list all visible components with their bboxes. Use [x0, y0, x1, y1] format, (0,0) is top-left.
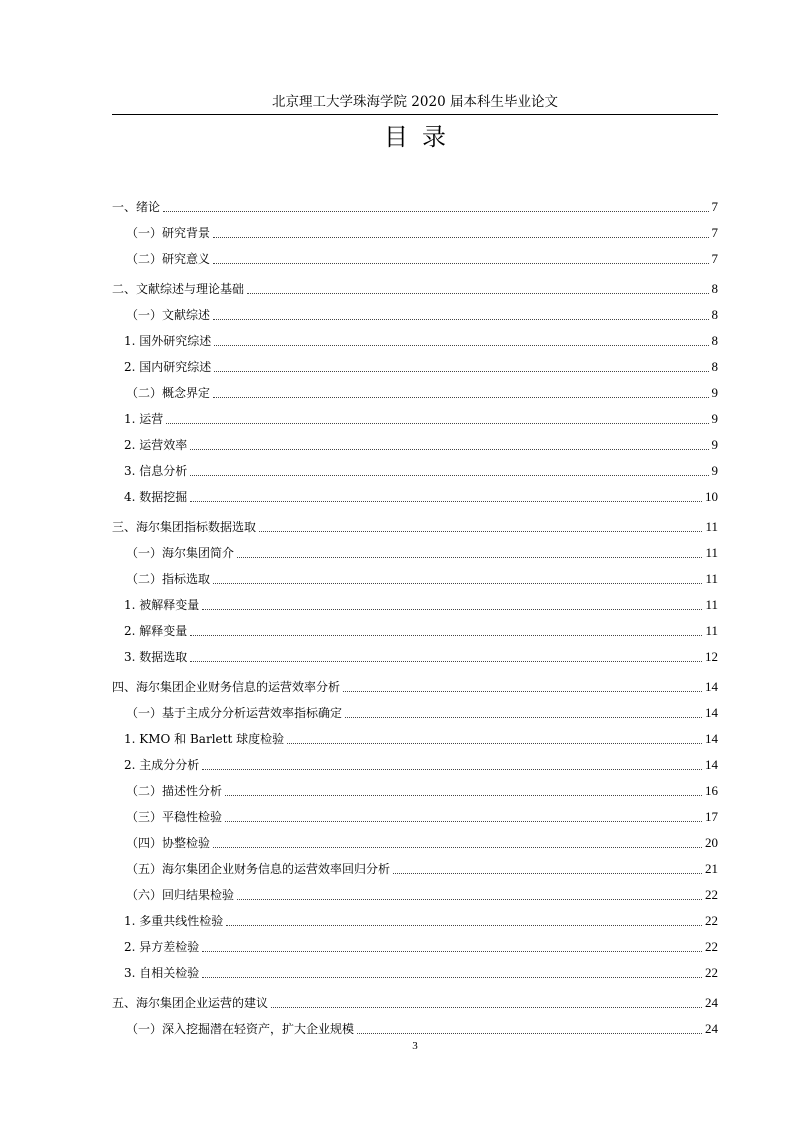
toc-entry[interactable]	[112, 455, 718, 481]
toc-entry[interactable]	[112, 217, 718, 243]
toc-entry-page: 14	[705, 731, 718, 746]
toc-entry-title: 3. 自相关检验	[124, 966, 200, 980]
toc-entry-title: 二、文献综述与理论基础	[112, 282, 245, 296]
toc-entry[interactable]	[112, 749, 718, 775]
toc-entry-page: 24	[705, 1021, 718, 1036]
toc-entry[interactable]	[112, 589, 718, 615]
dot-leader	[213, 237, 708, 238]
dot-leader	[357, 1033, 702, 1034]
toc-entry-page: 22	[705, 965, 718, 980]
toc-entry-title: 3. 信息分析	[124, 464, 188, 478]
toc-entry-title: （一）文献综述	[126, 308, 211, 322]
toc-entry-page: 11	[705, 545, 718, 560]
toc-entry-page: 8	[711, 307, 718, 322]
dot-leader	[247, 293, 708, 294]
toc-entry[interactable]	[112, 641, 718, 667]
toc-entry-title: 1. 运营	[124, 412, 164, 426]
toc-entry[interactable]	[112, 615, 718, 641]
toc-entry-title: 四、海尔集团企业财务信息的运营效率分析	[112, 680, 341, 694]
toc-entry-title: 2. 解释变量	[124, 624, 188, 638]
toc-entry-page: 22	[705, 913, 718, 928]
toc-entry[interactable]	[112, 987, 718, 1013]
page-number: 3	[412, 1040, 418, 1052]
toc-entry-page: 7	[711, 199, 718, 214]
toc-entry-page: 21	[705, 861, 718, 876]
dot-leader	[166, 423, 708, 424]
toc-entry-title: 1. 国外研究综述	[124, 334, 212, 348]
toc-entry[interactable]	[112, 429, 718, 455]
toc-entry-title: （二）指标选取	[126, 572, 211, 586]
toc-entry-title: 1. 被解释变量	[124, 598, 200, 612]
dot-leader	[190, 449, 708, 450]
toc-entry-title: （三）平稳性检验	[126, 810, 223, 824]
toc-entry-page: 20	[705, 835, 718, 850]
toc-entry[interactable]	[112, 905, 718, 931]
toc-entry[interactable]	[112, 723, 718, 749]
toc-entry[interactable]	[112, 191, 718, 217]
dot-leader	[163, 211, 708, 212]
toc-entry-page: 7	[711, 225, 718, 240]
toc-entry-title: 2. 运营效率	[124, 438, 188, 452]
header-rule	[112, 114, 718, 115]
dot-leader	[226, 925, 702, 926]
dot-leader	[213, 847, 702, 848]
toc-entry[interactable]	[112, 697, 718, 723]
toc-entry-page: 9	[711, 385, 718, 400]
dot-leader	[214, 371, 708, 372]
toc-entry-page: 16	[705, 783, 718, 798]
toc-entry-title: 2. 国内研究综述	[124, 360, 212, 374]
toc-entry[interactable]	[112, 481, 718, 507]
toc-entry[interactable]	[112, 671, 718, 697]
toc-entry[interactable]	[112, 351, 718, 377]
toc-entry[interactable]	[112, 801, 718, 827]
toc-entry-title: 三、海尔集团指标数据选取	[112, 520, 257, 534]
toc-entry-page: 22	[705, 887, 718, 902]
toc-entry-title: （一）研究背景	[126, 226, 211, 240]
dot-leader	[202, 769, 702, 770]
toc-entry-title: 2. 主成分分析	[124, 758, 200, 772]
dot-leader	[214, 345, 708, 346]
toc-entry[interactable]	[112, 827, 718, 853]
toc-entry[interactable]	[112, 957, 718, 983]
toc-entry[interactable]	[112, 299, 718, 325]
dot-leader	[213, 397, 708, 398]
toc-entry-page: 14	[705, 679, 718, 694]
table-of-contents	[112, 191, 718, 1039]
toc-entry-title: （二）研究意义	[126, 252, 211, 266]
dot-leader	[213, 263, 708, 264]
dot-leader	[202, 951, 702, 952]
toc-entry[interactable]	[112, 879, 718, 905]
toc-entry-page: 9	[711, 437, 718, 452]
toc-entry-page: 24	[705, 995, 718, 1010]
toc-entry-title: （一）深入挖掘潜在轻资产，扩大企业规模	[126, 1022, 355, 1036]
dot-leader	[213, 583, 702, 584]
dot-leader	[190, 475, 708, 476]
dot-leader	[287, 743, 702, 744]
toc-entry-page: 7	[711, 251, 718, 266]
dot-leader	[343, 691, 702, 692]
toc-entry[interactable]	[112, 537, 718, 563]
toc-entry-page: 10	[705, 489, 718, 504]
toc-entry-page: 22	[705, 939, 718, 954]
dot-leader	[345, 717, 702, 718]
toc-entry-title: 2. 异方差检验	[124, 940, 200, 954]
toc-entry[interactable]	[112, 853, 718, 879]
toc-entry[interactable]	[112, 563, 718, 589]
dot-leader	[190, 635, 702, 636]
toc-entry[interactable]	[112, 775, 718, 801]
dot-leader	[237, 557, 702, 558]
toc-entry-page: 14	[705, 705, 718, 720]
dot-leader	[259, 531, 702, 532]
dot-leader	[237, 899, 702, 900]
toc-entry[interactable]	[112, 377, 718, 403]
toc-entry[interactable]	[112, 403, 718, 429]
toc-entry[interactable]	[112, 931, 718, 957]
toc-entry-title: （一）基于主成分分析运营效率指标确定	[126, 706, 343, 720]
dot-leader	[271, 1007, 702, 1008]
toc-entry-title: 一、绪论	[112, 200, 161, 214]
toc-entry-page: 11	[705, 571, 718, 586]
toc-entry-page: 17	[705, 809, 718, 824]
toc-entry-title: 3. 数据选取	[124, 650, 188, 664]
running-header: 北京理工大学珠海学院 2020 届本科生毕业论文	[272, 94, 558, 110]
dot-leader	[190, 661, 702, 662]
toc-entry[interactable]	[112, 243, 718, 269]
toc-entry[interactable]	[112, 1013, 718, 1039]
toc-entry[interactable]	[112, 511, 718, 537]
dot-leader	[213, 319, 708, 320]
toc-entry-page: 9	[711, 411, 718, 426]
dot-leader	[202, 609, 702, 610]
toc-entry-page: 8	[711, 359, 718, 374]
toc-entry[interactable]	[112, 273, 718, 299]
dot-leader	[225, 795, 702, 796]
toc-entry-page: 8	[711, 333, 718, 348]
toc-entry-page: 11	[705, 623, 718, 638]
dot-leader	[393, 873, 702, 874]
toc-entry-title: 4. 数据挖掘	[124, 490, 188, 504]
dot-leader	[202, 977, 702, 978]
toc-entry-page: 11	[705, 597, 718, 612]
toc-entry-page: 14	[705, 757, 718, 772]
toc-entry-title: （二）概念界定	[126, 386, 211, 400]
toc-entry-page: 9	[711, 463, 718, 478]
toc-entry-page: 12	[705, 649, 718, 664]
toc-entry-title: （五）海尔集团企业财务信息的运营效率回归分析	[126, 862, 391, 876]
toc-entry[interactable]	[112, 325, 718, 351]
dot-leader	[225, 821, 702, 822]
toc-entry-title: （二）描述性分析	[126, 784, 223, 798]
toc-entry-page: 11	[705, 519, 718, 534]
toc-entry-title: （六）回归结果检验	[126, 888, 235, 902]
toc-entry-title: （一）海尔集团简介	[126, 546, 235, 560]
dot-leader	[190, 501, 702, 502]
toc-entry-title: 五、海尔集团企业运营的建议	[112, 996, 269, 1010]
toc-title: 目录	[384, 123, 460, 151]
toc-entry-title: 1. KMO 和 Barlett 球度检验	[124, 732, 285, 746]
toc-entry-title: （四）协整检验	[126, 836, 211, 850]
toc-entry-title: 1. 多重共线性检验	[124, 914, 224, 928]
toc-entry-page: 8	[711, 281, 718, 296]
